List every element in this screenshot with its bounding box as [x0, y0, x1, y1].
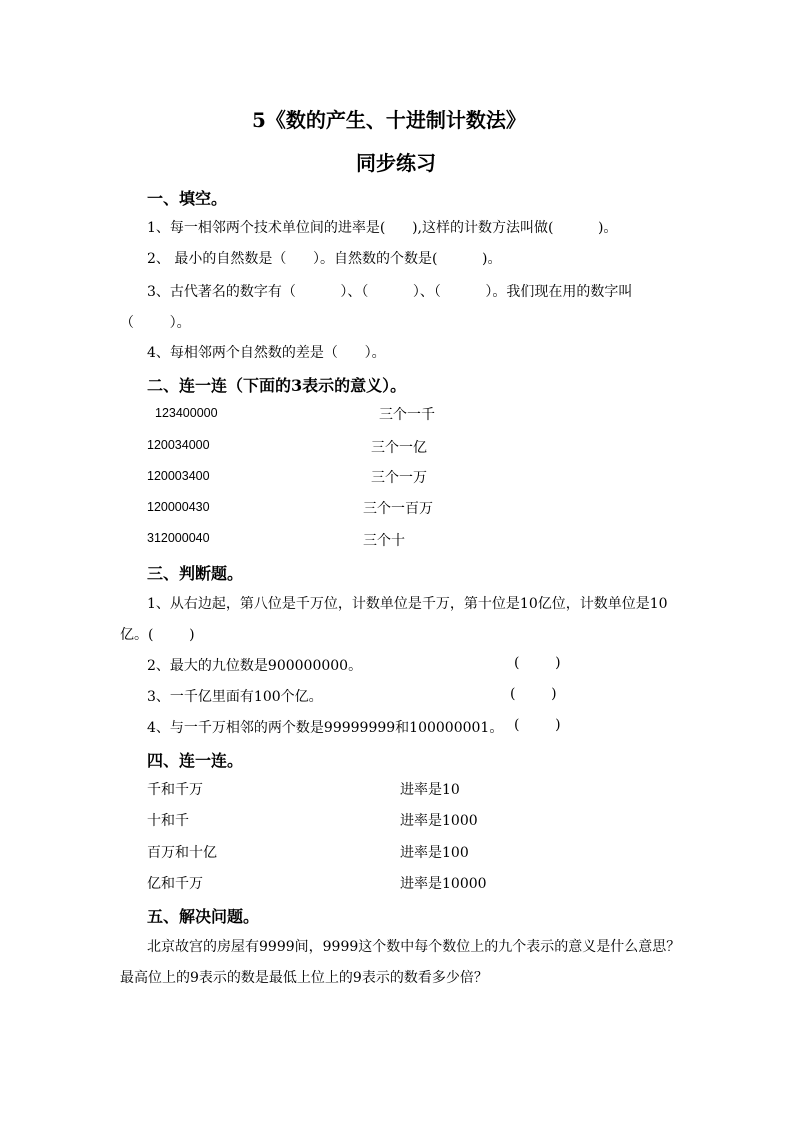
s1-question-4: 4、每相邻两个自然数的差是（ ）。 — [147, 345, 386, 361]
section3-heading: 三、判断题。 — [147, 564, 244, 583]
s2-left-item: 120034000 — [147, 438, 210, 452]
s5-problem-line1: 北京故宫的房屋有9999间，9999这个数中每个数位上的九个表示的意义是什么意思？ — [147, 939, 681, 955]
s4-left-item: 百万和十亿 — [147, 845, 217, 861]
s5-problem-line2: 最高位上的9表示的数是最低上位上的9表示的数看多少倍？ — [120, 970, 488, 986]
s3-answer-paren: ( ) — [510, 686, 557, 702]
s3-answer-paren: ( ) — [514, 655, 561, 671]
s2-left-item: 123400000 — [155, 406, 218, 420]
s2-right-item: 三个一万 — [371, 470, 427, 486]
section2-heading: 二、连一连（下面的3表示的意义）。 — [147, 376, 407, 395]
s3-question-3: 3、一千亿里面有100个亿。 — [147, 689, 323, 705]
s2-right-item: 三个一千 — [379, 407, 435, 423]
s2-left-item: 120000430 — [147, 500, 210, 514]
s2-right-item: 三个一亿 — [371, 440, 427, 456]
section1-heading: 一、填空。 — [147, 189, 228, 208]
s2-left-item: 120003400 — [147, 469, 210, 483]
s2-right-item: 三个一百万 — [363, 501, 433, 517]
s1-question-3-line2: （ ）。 — [120, 315, 191, 331]
s4-right-item: 进率是1000 — [400, 813, 478, 829]
section5-heading: 五、解决问题。 — [147, 907, 260, 926]
s3-question-2: 2、最大的九位数是900000000。 — [147, 658, 363, 674]
s4-left-item: 十和千 — [147, 813, 189, 829]
s4-right-item: 进率是10000 — [400, 876, 487, 892]
s1-question-1: 1、每一相邻两个技术单位间的进率是( ),这样的计数方法叫做( )。 — [147, 220, 618, 236]
s4-right-item: 进率是10 — [400, 782, 460, 798]
s4-left-item: 亿和千万 — [147, 876, 203, 892]
s3-question-1-line2: 亿。( ) — [120, 627, 195, 643]
page-subtitle: 同步练习 — [356, 151, 436, 175]
s3-question-4: 4、与一千万相邻的两个数是99999999和100000001。 — [147, 720, 504, 736]
s3-answer-paren: ( ) — [514, 717, 561, 733]
s1-question-2: 2、 最小的自然数是（ ）。自然数的个数是( )。 — [147, 251, 502, 267]
s4-right-item: 进率是100 — [400, 845, 469, 861]
s2-right-item: 三个十 — [363, 533, 405, 549]
s1-question-3-line1: 3、古代著名的数字有（ ）、（ ）、（ ）。我们现在用的数字叫 — [147, 284, 633, 300]
page-title: 5《数的产生、十进制计数法》 — [252, 108, 526, 132]
s3-question-1-line1: 1、从右边起，第八位是千万位，计数单位是千万，第十位是10亿位，计数单位是10 — [147, 596, 668, 612]
s4-left-item: 千和千万 — [147, 782, 203, 798]
section4-heading: 四、连一连。 — [147, 751, 244, 770]
s2-left-item: 312000040 — [147, 531, 210, 545]
